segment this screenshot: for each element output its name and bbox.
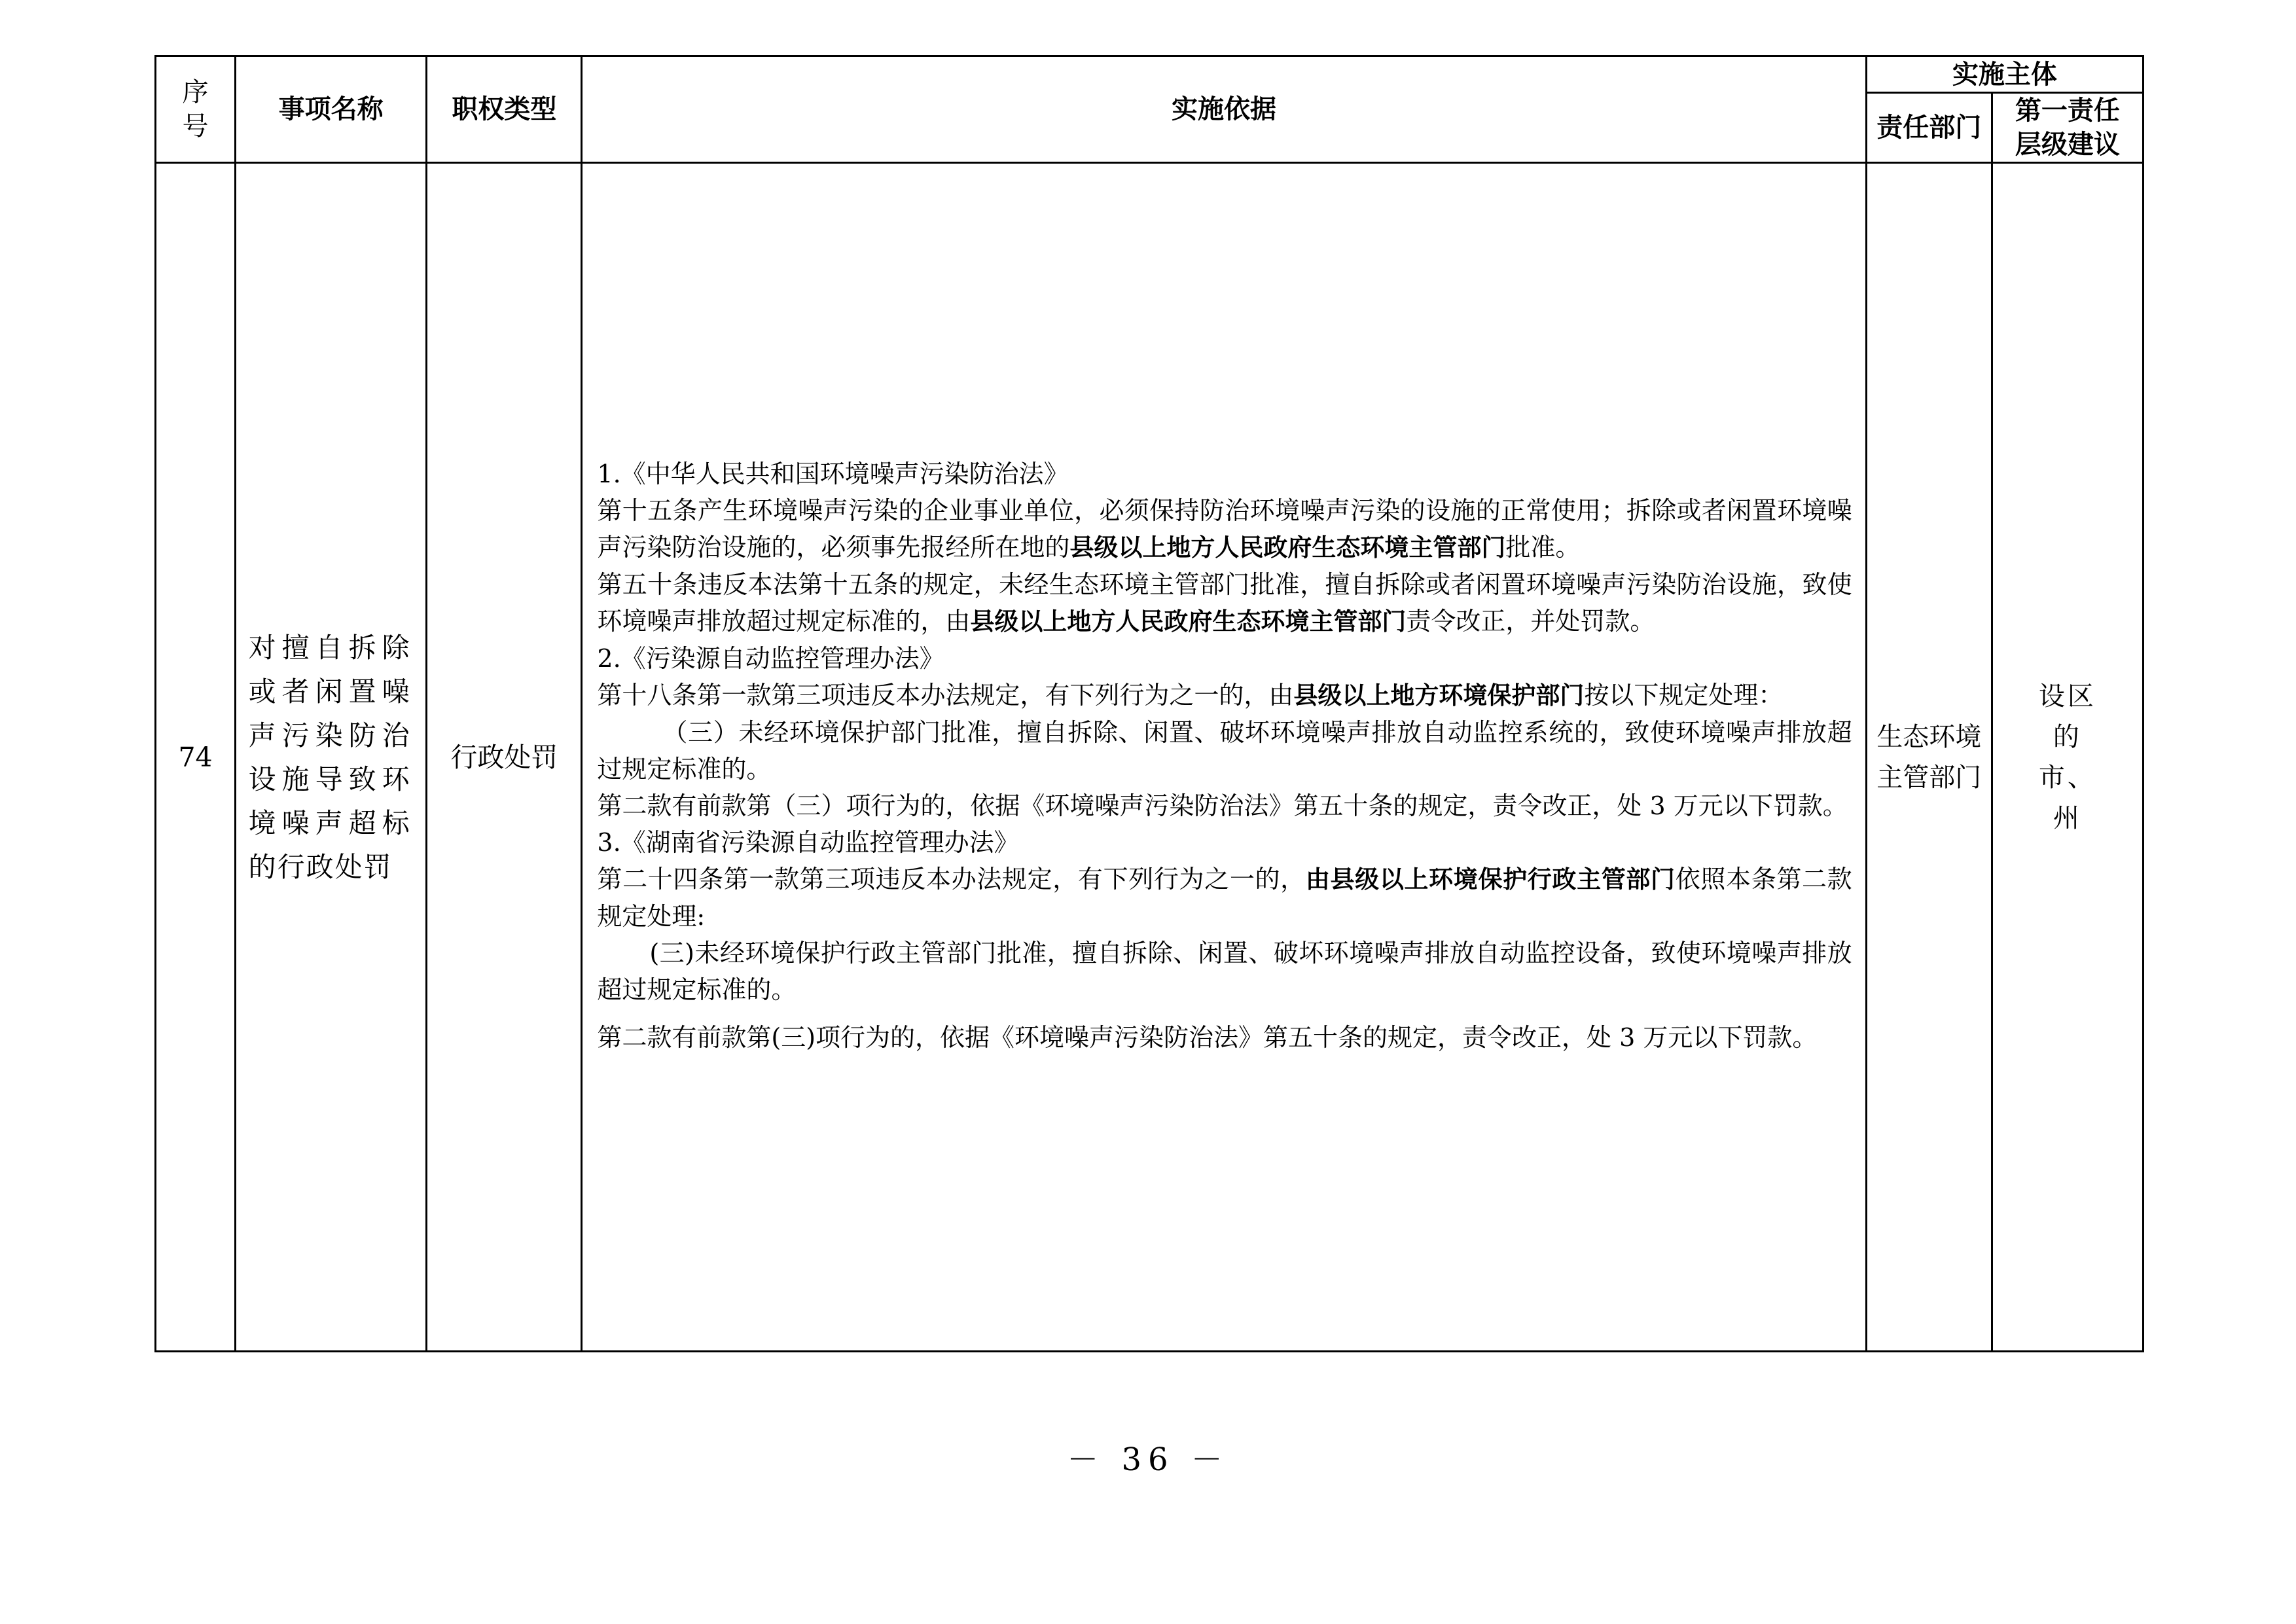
basis-p9-bold: 由县级以上环境保护行政主管部门 [1305,865,1676,893]
row-item-name-lines: 对擅自拆除或者闲置噪声污染防治设施导致环境噪声超标 [248,631,414,839]
row-basis [582,163,1866,1352]
header-seq [156,56,236,163]
basis-p1: 1.《中华人民共和国环境噪声污染防治法》 [597,459,1069,488]
row-seq: 74 [156,163,236,1352]
header-item-name: 事项名称 [236,56,427,163]
header-power-type: 职权类型 [427,56,582,163]
basis-p11: 第二款有前款第(三)项行为的，依据《环境噪声污染防治法》第五十条的规定，责令改正，处 3 万元以下罚款。 [597,1022,1818,1052]
basis-p6: （三）未经环境保护部门批准，擅自拆除、闲置、破坏环境噪声排放自动监控系统的，致使环境噪声排放超过规定标准的。 [597,717,1852,784]
page-number: － 36 － [1067,1441,1229,1478]
header-dept: 责任部门 [1866,93,1992,163]
header-level [1992,93,2143,163]
basis-text [597,456,1852,1059]
basis-p9: 第二十四条第一款第三项违反本办法规定，有下列行为之一的，由县级以上环境保护行政主管部门依照本条第二款规定处理: [597,864,1852,931]
basis-p2: 第十五条产生环境噪声污染的企业事业单位，必须保持防治环境噪声污染的设施的正常使用；拆除或者闲置环境噪声污染防治设施的，必须事先报经所在地的县级以上地方人民政府生态环境主管部门批准。 [597,496,1852,562]
row-power-type: 行政处罚 [427,163,582,1352]
header-level-text: 第一责任层级建议 [2015,96,2120,160]
header-seq-text: 序号 [182,77,209,141]
header-subject-group: 实施主体 [1866,56,2143,93]
basis-p8: 3.《湖南省污染源自动监控管理办法》 [597,827,1019,857]
row-item-name [236,163,427,1352]
basis-p3-bold: 县级以上地方人民政府生态环境主管部门 [970,607,1407,636]
basis-p5: 第十八条第一款第三项违反本办法规定，有下列行为之一的，由县级以上地方环境保护部门按以下规定处理： [597,680,1784,710]
row-item-name-text [249,626,414,889]
basis-p10: (三)未经环境保护行政主管部门批准，擅自拆除、闲置、破坏环境噪声排放自动监控设备，致使环境噪声排放超过规定标准的。 [597,938,1852,1004]
basis-p4: 2.《污染源自动监控管理办法》 [597,643,944,673]
basis-p5-bold: 县级以上地方环境保护部门 [1293,681,1585,710]
power-list-table [154,55,2144,1352]
row-level [1992,163,2143,1352]
basis-p3: 第五十条违反本法第十五条的规定，未经生态环境主管部门批准，擅自拆除或者闲置环境噪声污染防治设施，致使环境噪声排放超过规定标准的，由县级以上地方人民政府生态环境主管部门责令改正，并处罚款。 [597,569,1852,636]
row-dept [1866,163,1992,1352]
basis-p7: 第二款有前款第（三）项行为的，依据《环境噪声污染防治法》第五十条的规定，责令改正，处 3 万元以下罚款。 [597,791,1848,820]
row-item-name-last-line: 的行政处罚 [248,850,393,883]
table-row [156,163,2144,1352]
row-level-text: 设区的市、州 [2038,681,2096,833]
basis-p2-bold: 县级以上地方人民政府生态环境主管部门 [1069,533,1506,562]
header-basis: 实施依据 [582,56,1866,163]
row-dept-text: 生态环境主管部门 [1876,721,1982,793]
